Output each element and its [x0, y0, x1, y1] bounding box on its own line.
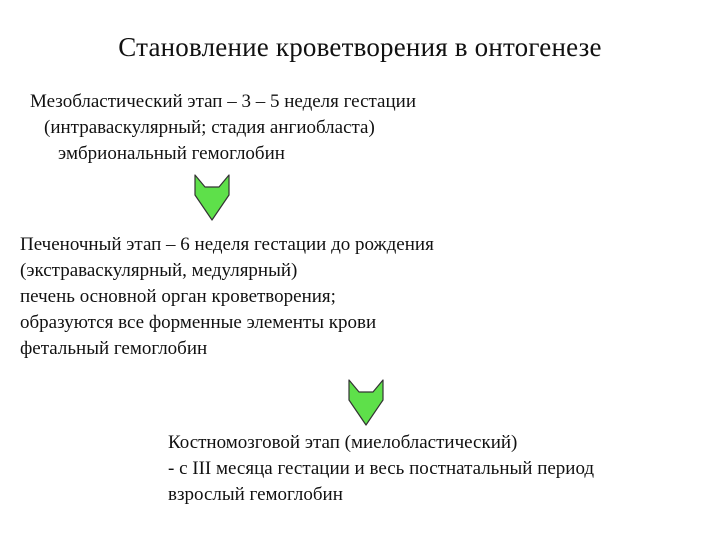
- stage-bone-marrow-line-3: взрослый гемоглобин: [168, 484, 343, 505]
- stage-mesoblastic: [30, 89, 416, 167]
- slide-title: Становление кроветворения в онтогенезе: [118, 32, 602, 62]
- down-arrow-icon: [346, 378, 386, 428]
- stage-mesoblastic-line-2: (интраваскулярный; стадия ангиобласта): [44, 117, 375, 138]
- stage-hepatic: [20, 232, 434, 362]
- stage-hepatic-line-4: образуются все форменные элементы крови: [20, 312, 377, 333]
- stage-hepatic-line-1: Печеночный этап – 6 неделя гестации до рождения: [20, 234, 434, 255]
- stage-bone-marrow-line-2: - с III месяца гестации и весь постнатальный период: [168, 458, 595, 479]
- stage-hepatic-line-2: (экстраваскулярный, медулярный): [20, 260, 298, 281]
- stage-mesoblastic-line-3: эмбриональный гемоглобин: [58, 143, 285, 164]
- stage-bone-marrow-line-1: Костномозговой этап (миелобластический): [168, 432, 518, 453]
- arrow-2-shape: [349, 380, 383, 425]
- down-arrow-icon: [192, 173, 232, 223]
- stage-hepatic-line-5: фетальный гемоглобин: [20, 338, 208, 359]
- stage-bone-marrow: [168, 430, 594, 508]
- stage-mesoblastic-line-1: Мезобластический этап – 3 – 5 неделя гестации: [30, 91, 416, 112]
- arrow-1-shape: [195, 175, 229, 220]
- stage-hepatic-line-3: печень основной орган кроветворения;: [20, 286, 336, 307]
